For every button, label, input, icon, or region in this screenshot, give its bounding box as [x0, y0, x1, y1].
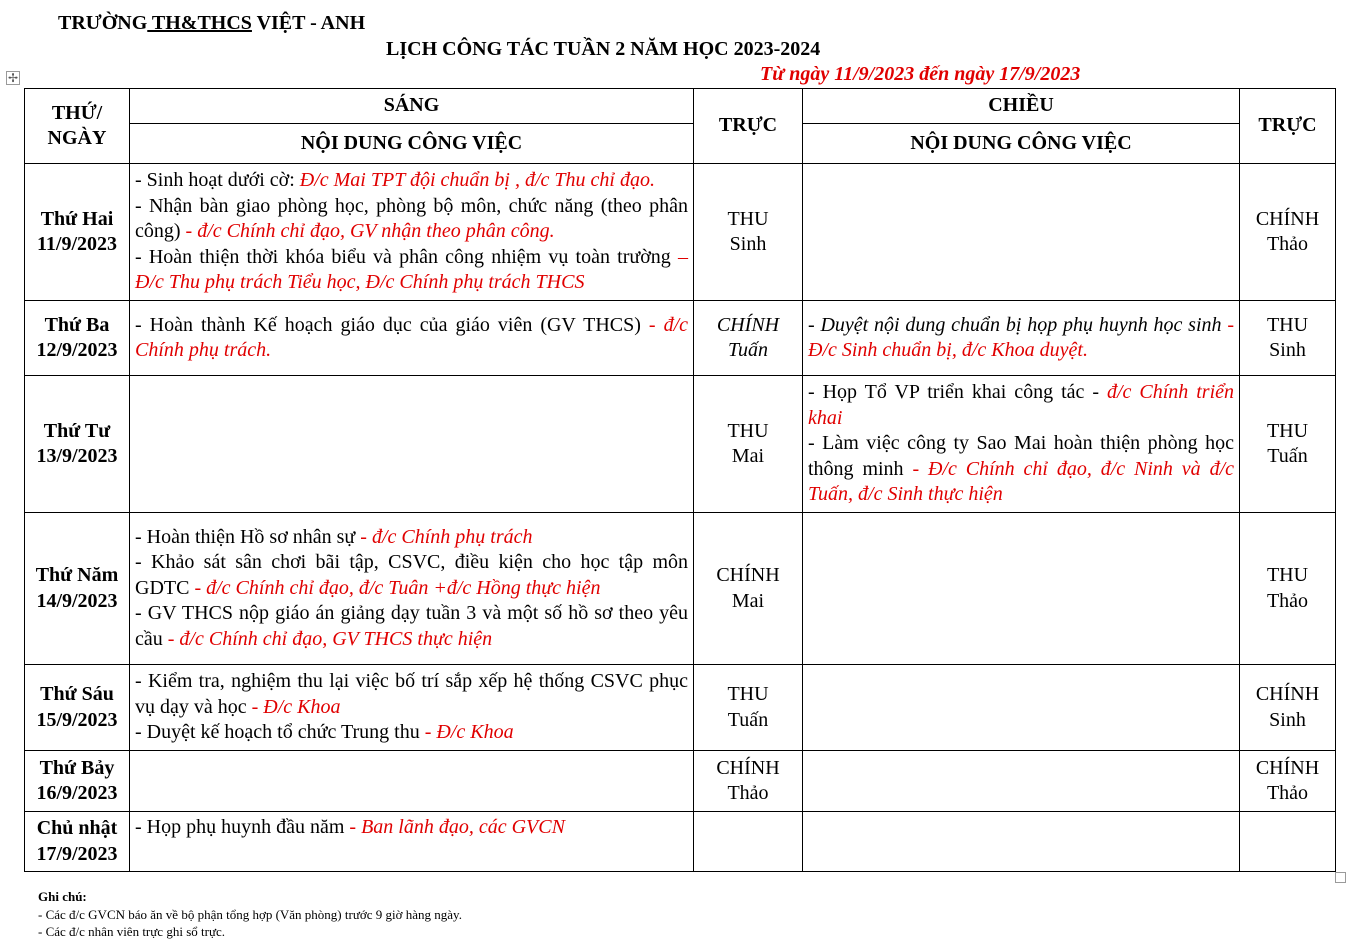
- table-row: [25, 513, 1336, 665]
- day-cell: Thứ Sáu 15/9/2023: [25, 665, 130, 751]
- school-name: [58, 12, 365, 35]
- table-row: [25, 376, 1336, 513]
- afternoon-content: [803, 665, 1240, 751]
- afternoon-duty: THU Tuấn: [1240, 376, 1336, 513]
- col-afternoon-content-header: NỘI DUNG CÔNG VIỆC: [803, 124, 1240, 164]
- col-day-header: THỨ/ NGÀY: [25, 89, 130, 164]
- notes: [38, 888, 462, 941]
- col-morning-header: SÁNG: [130, 89, 694, 124]
- col-morning-duty-header: TRỰC: [694, 89, 803, 164]
- col-morning-content-header: NỘI DUNG CÔNG VIỆC: [130, 124, 694, 164]
- morning-content: - Kiểm tra, nghiệm thu lại việc bố trí sắp xếp hệ thống CSVC phục vụ dạy và học - Đ/c Khoa - Duyệt kế hoạch tổ chức Trung thu - Đ/c Khoa: [130, 665, 694, 751]
- header-row-1: [25, 89, 1336, 124]
- afternoon-duty: [1240, 812, 1336, 872]
- day-cell: Chủ nhật 17/9/2023: [25, 812, 130, 872]
- day-cell: Thứ Năm 14/9/2023: [25, 513, 130, 665]
- morning-duty: THU Tuấn: [694, 665, 803, 751]
- afternoon-content: [803, 812, 1240, 872]
- morning-content: [130, 376, 694, 513]
- morning-duty: CHÍNH Tuấn: [694, 301, 803, 376]
- morning-content: - Họp phụ huynh đầu năm - Ban lãnh đạo, các GVCN: [130, 812, 694, 872]
- morning-duty: [694, 812, 803, 872]
- table-row: [25, 751, 1336, 812]
- col-afternoon-header: CHIỀU: [803, 89, 1240, 124]
- afternoon-content: - Duyệt nội dung chuẩn bị họp phụ huynh học sinh - Đ/c Sinh chuẩn bị, đ/c Khoa duyệt.: [803, 301, 1240, 376]
- morning-content: [130, 751, 694, 812]
- morning-duty: THU Mai: [694, 376, 803, 513]
- table-row: [25, 301, 1336, 376]
- school-prefix: TRƯỜNG: [58, 12, 148, 34]
- note-item: - Các đ/c GVCN báo ăn về bộ phận tổng hợp (Văn phòng) trước 9 giờ hàng ngày.: [38, 906, 462, 922]
- day-cell: Thứ Bảy 16/9/2023: [25, 751, 130, 812]
- afternoon-duty: CHÍNH Sinh: [1240, 665, 1336, 751]
- move-handle-icon[interactable]: ✢: [7, 71, 19, 85]
- morning-duty: CHÍNH Thảo: [694, 751, 803, 812]
- notes-title: Ghi chú:: [38, 889, 87, 904]
- morning-content: - Hoàn thành Kế hoạch giáo dục của giáo viên (GV THCS) - đ/c Chính phụ trách.: [130, 301, 694, 376]
- morning-content: - Sinh hoạt dưới cờ: Đ/c Mai TPT đội chuẩn bị , đ/c Thu chỉ đạo. - Nhận bàn giao phòng học, phòng bộ môn, chức năng (theo phân công) - đ/c Chính chỉ đạo, GV nhận theo phân công. - Hoàn thiện thời khóa biểu và phân công nhiệm vụ toàn trường – Đ/c Thu phụ trách Tiểu học, Đ/c Chính phụ trách THCS: [130, 164, 694, 301]
- col-afternoon-duty-header: TRỰC: [1240, 89, 1336, 164]
- afternoon-content: [803, 513, 1240, 665]
- morning-content: - Hoàn thiện Hồ sơ nhân sự - đ/c Chính phụ trách - Khảo sát sân chơi bãi tập, CSVC, điều kiện cho học tập môn GDTC - đ/c Chính chỉ đạo, đ/c Tuân +đ/c Hồng thực hiện - GV THCS nộp giáo án giảng dạy tuần 3 và một số hồ sơ theo yêu cầu - đ/c Chính chỉ đạo, GV THCS thực hiện: [130, 513, 694, 665]
- table-row: [25, 164, 1336, 301]
- day-cell: Thứ Tư 13/9/2023: [25, 376, 130, 513]
- afternoon-content: [803, 751, 1240, 812]
- school-underlined: TH&THCS: [147, 12, 252, 34]
- morning-duty: THU Sinh: [694, 164, 803, 301]
- morning-duty: CHÍNH Mai: [694, 513, 803, 665]
- afternoon-content: [803, 164, 1240, 301]
- school-suffix: VIỆT - ANH: [251, 12, 366, 34]
- header-row-2: [25, 124, 1336, 164]
- afternoon-content: - Họp Tổ VP triển khai công tác - đ/c Chính triển khai - Làm việc công ty Sao Mai hoàn thiện phòng học thông minh - Đ/c Chính chỉ đạo, đ/c Ninh và đ/c Tuấn, đ/c Sinh thực hiện: [803, 376, 1240, 513]
- table-row: [25, 665, 1336, 751]
- table-row: [25, 812, 1336, 872]
- day-cell: Thứ Ba 12/9/2023: [25, 301, 130, 376]
- afternoon-duty: THU Sinh: [1240, 301, 1336, 376]
- schedule-table: [24, 88, 1336, 872]
- note-item: - Các đ/c nhân viên trực ghi sổ trực.: [38, 924, 226, 939]
- afternoon-duty: THU Thảo: [1240, 513, 1336, 665]
- afternoon-duty: CHÍNH Thảo: [1240, 164, 1336, 301]
- document-title: LỊCH CÔNG TÁC TUẦN 2 NĂM HỌC 2023-2024: [386, 38, 821, 60]
- day-cell: Thứ Hai 11/9/2023: [25, 164, 130, 301]
- date-range: Từ ngày 11/9/2023 đến ngày 17/9/2023: [760, 63, 1081, 85]
- afternoon-duty: CHÍNH Thảo: [1240, 751, 1336, 812]
- resize-handle-icon[interactable]: [1335, 872, 1346, 883]
